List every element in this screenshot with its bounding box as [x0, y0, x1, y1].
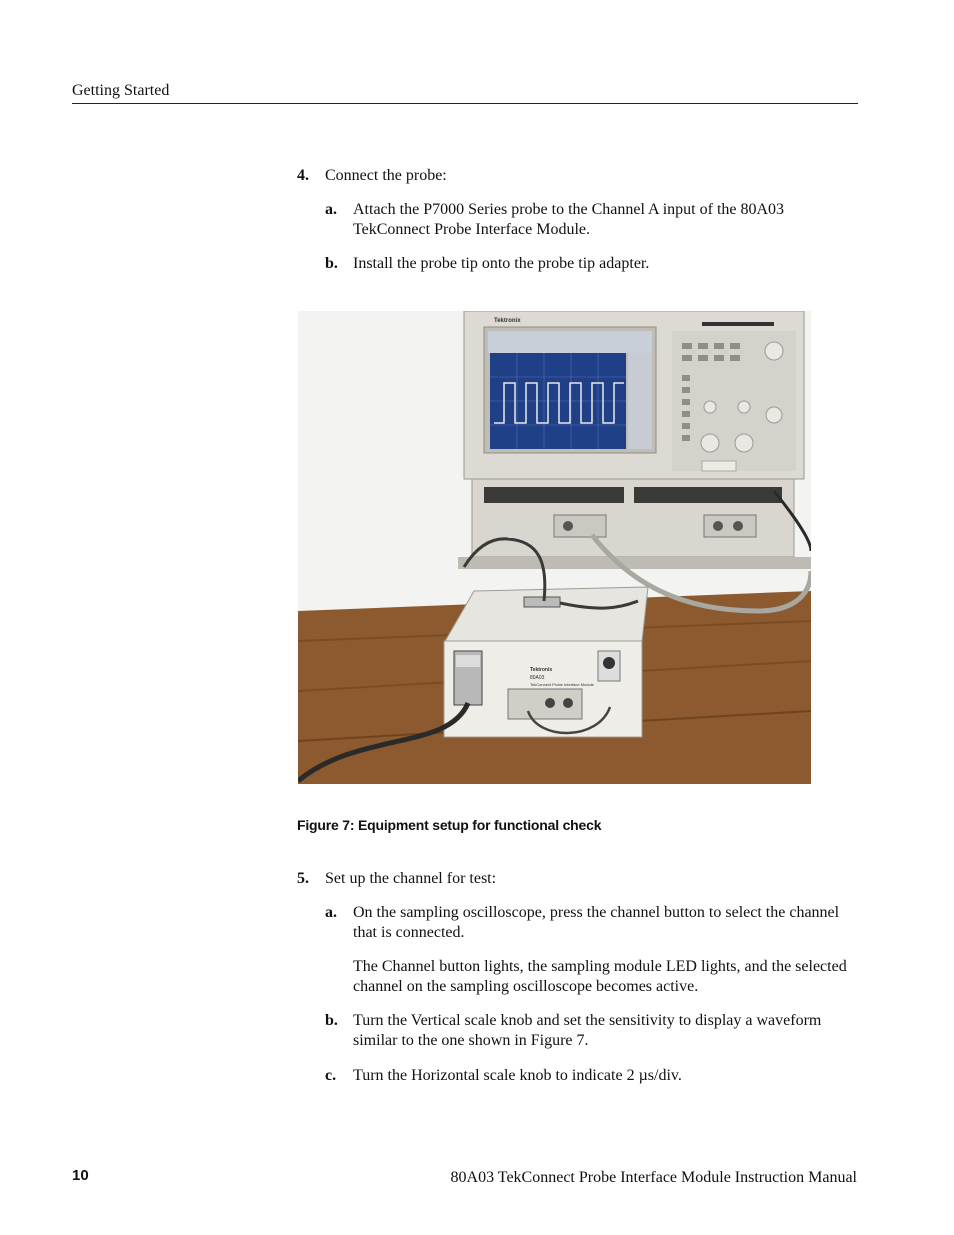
disk-slot — [702, 322, 774, 326]
step-number: 4. — [297, 167, 309, 184]
step-text: Set up the channel for test: — [325, 870, 497, 887]
step-number: 5. — [297, 870, 309, 887]
substep-text: On the sampling oscilloscope, press the channel button to select the channel that is connected. — [353, 904, 840, 941]
step-text: Connect the probe: — [325, 167, 447, 184]
substep-letter: b. — [325, 1012, 338, 1029]
equipment-photo — [298, 311, 811, 784]
section-title: Getting Started — [72, 82, 170, 99]
module-name-label: TekConnect Probe Interface Module — [530, 682, 594, 687]
figure-caption: Figure 7: Equipment setup for functional check — [297, 817, 602, 833]
manual-title: 80A03 TekConnect Probe Interface Module Instruction Manual — [450, 1169, 857, 1186]
substep-text: Turn the Horizontal scale knob to indicate 2 µs/div. — [353, 1067, 682, 1084]
equipment-illustration — [298, 311, 811, 784]
header-rule — [72, 103, 858, 104]
step-5a-note: The Channel button lights, the sampling module LED lights, and the selected channel on the sampling oscilloscope becomes active. — [353, 958, 847, 995]
substep-letter: b. — [325, 255, 338, 272]
interface-module-top — [444, 587, 648, 643]
scope-brand-label: Tektronix — [494, 318, 521, 324]
module-model-label: 80A03 — [530, 675, 545, 681]
module-brand-label: Tektronix — [530, 667, 553, 673]
substep-letter: a. — [325, 904, 337, 921]
substep-letter: a. — [325, 201, 337, 218]
probe-tip-adapter — [524, 597, 560, 607]
substep-text: Attach the P7000 Series probe to the Channel A input of the 80A03 TekConnect Probe Interface Module. — [353, 201, 785, 238]
substep-text: Install the probe tip onto the probe tip adapter. — [353, 255, 650, 272]
substep-text: Turn the Vertical scale knob and set the sensitivity to display a waveform similar to the one shown in Figure 7. — [353, 1012, 822, 1049]
page-number: 10 — [72, 1167, 89, 1184]
substep-letter: c. — [325, 1067, 337, 1084]
scope-toolbar — [488, 331, 652, 353]
